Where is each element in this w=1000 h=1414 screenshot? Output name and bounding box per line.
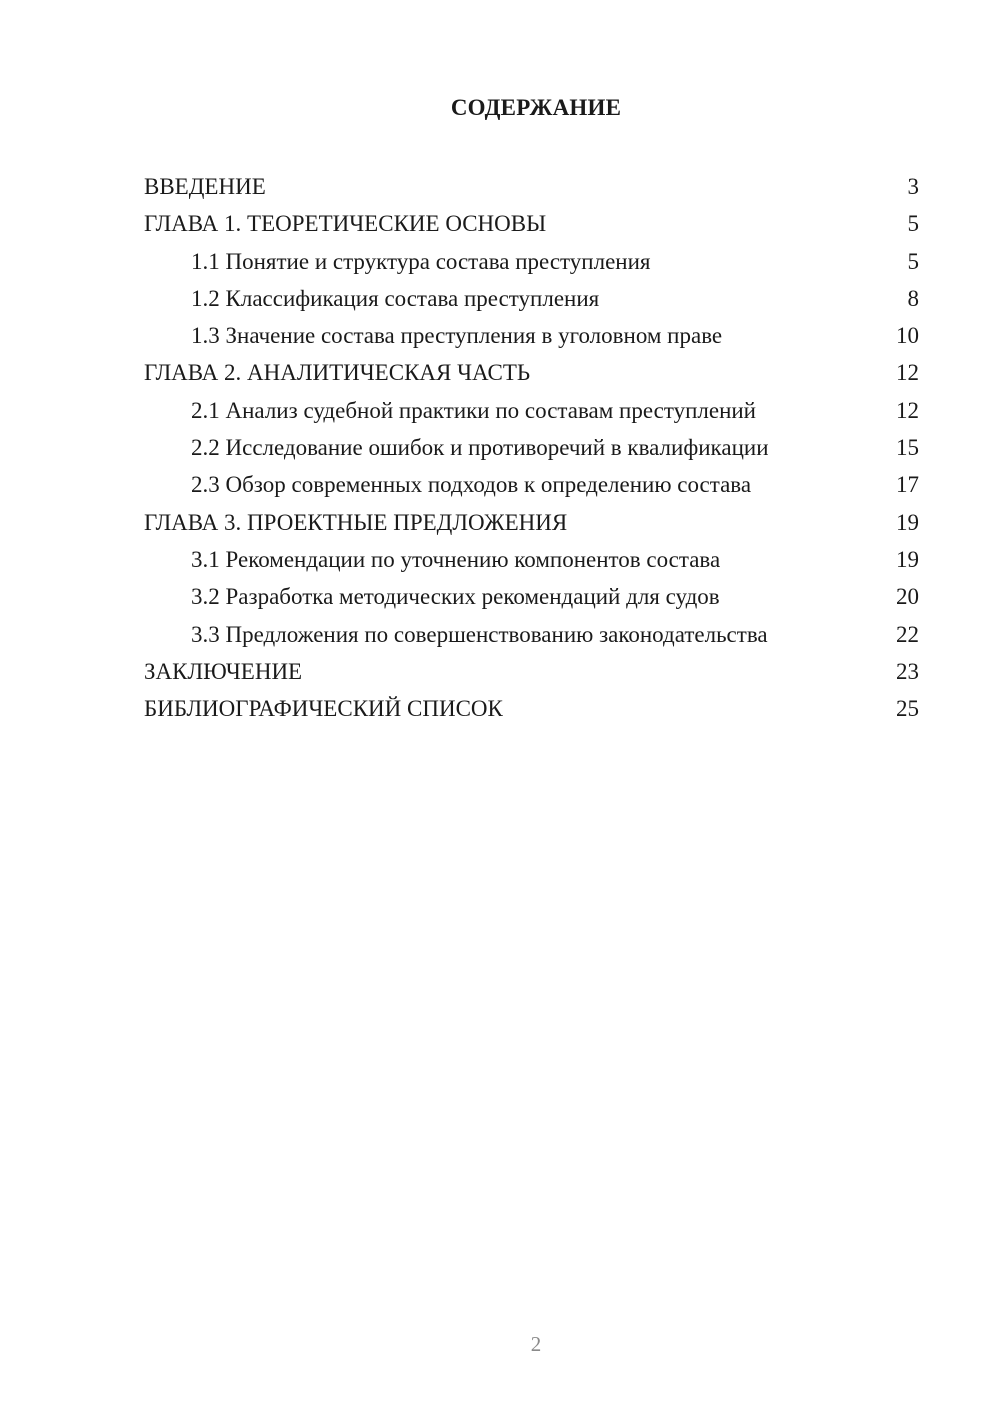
toc-entry-label: ВВЕДЕНИЕ bbox=[144, 174, 266, 199]
page-number: 2 bbox=[530, 1332, 542, 1356]
toc-entry-page: 5 bbox=[907, 248, 919, 274]
toc-entry-page: 10 bbox=[896, 323, 919, 349]
toc-entry-label: ГЛАВА 2. АНАЛИТИЧЕСКАЯ ЧАСТЬ bbox=[144, 360, 531, 386]
toc-entry-label: ГЛАВА 1. ТЕОРЕТИЧЕСКИЕ ОСНОВЫ bbox=[144, 211, 547, 237]
toc-entry[interactable] bbox=[144, 317, 919, 354]
toc-entry-page: 20 bbox=[896, 584, 919, 610]
toc-entry[interactable] bbox=[144, 690, 919, 727]
toc-entry-label: 2.2 Исследование ошибок и противоречий в квалификации bbox=[191, 435, 769, 461]
toc-entry-page: 5 bbox=[907, 211, 919, 237]
toc-entry-page: 15 bbox=[896, 435, 919, 461]
toc-entry-page: 19 bbox=[896, 509, 919, 535]
toc-entry-label: 1.2 Классификация состава преступления bbox=[191, 285, 600, 311]
toc-entry[interactable] bbox=[144, 243, 919, 280]
toc-entry[interactable] bbox=[144, 653, 919, 690]
toc-entry[interactable] bbox=[144, 466, 919, 503]
toc-entry-label: 1.1 Понятие и структура состава преступления bbox=[191, 248, 651, 274]
toc-entry[interactable] bbox=[144, 541, 919, 578]
toc-entry[interactable] bbox=[144, 354, 919, 391]
toc-entry[interactable] bbox=[144, 280, 919, 317]
toc-entry[interactable] bbox=[144, 205, 919, 242]
toc-entry[interactable] bbox=[144, 429, 919, 466]
toc-entry[interactable] bbox=[144, 578, 919, 615]
toc-entry-label: 3.2 Разработка методических рекомендаций для судов bbox=[191, 584, 720, 610]
toc-entry[interactable] bbox=[144, 392, 919, 429]
toc-entry[interactable] bbox=[144, 616, 919, 653]
toc-entry-label: ЗАКЛЮЧЕНИЕ bbox=[144, 658, 303, 684]
toc-entry-page: 22 bbox=[896, 621, 919, 647]
toc-entry-page: 23 bbox=[896, 658, 919, 684]
toc-entry-page: 8 bbox=[907, 285, 919, 311]
table-of-contents bbox=[144, 168, 919, 727]
page-title: СОДЕРЖАНИЕ bbox=[450, 95, 622, 120]
toc-entry-label: БИБЛИОГРАФИЧЕСКИЙ СПИСОК bbox=[144, 696, 503, 722]
toc-entry[interactable] bbox=[144, 504, 919, 541]
toc-entry-label: 3.3 Предложения по совершенствованию законодательства bbox=[191, 621, 768, 647]
toc-entry-page: 17 bbox=[896, 472, 919, 498]
toc-entry-page: 12 bbox=[896, 397, 919, 423]
toc-entry[interactable] bbox=[144, 168, 919, 205]
toc-entry-page: 3 bbox=[907, 174, 919, 199]
toc-entry-label: 3.1 Рекомендации по уточнению компонентов состава bbox=[191, 546, 721, 572]
toc-entry-page: 12 bbox=[896, 360, 919, 386]
toc-entry-label: 2.1 Анализ судебной практики по составам преступлений bbox=[191, 397, 756, 423]
toc-entry-label: ГЛАВА 3. ПРОЕКТНЫЕ ПРЕДЛОЖЕНИЯ bbox=[144, 509, 568, 535]
toc-entry-page: 19 bbox=[896, 546, 919, 572]
toc-entry-page: 25 bbox=[896, 696, 919, 722]
toc-entry-label: 2.3 Обзор современных подходов к определению состава bbox=[191, 472, 752, 498]
toc-entry-label: 1.3 Значение состава преступления в уголовном праве bbox=[191, 323, 723, 349]
